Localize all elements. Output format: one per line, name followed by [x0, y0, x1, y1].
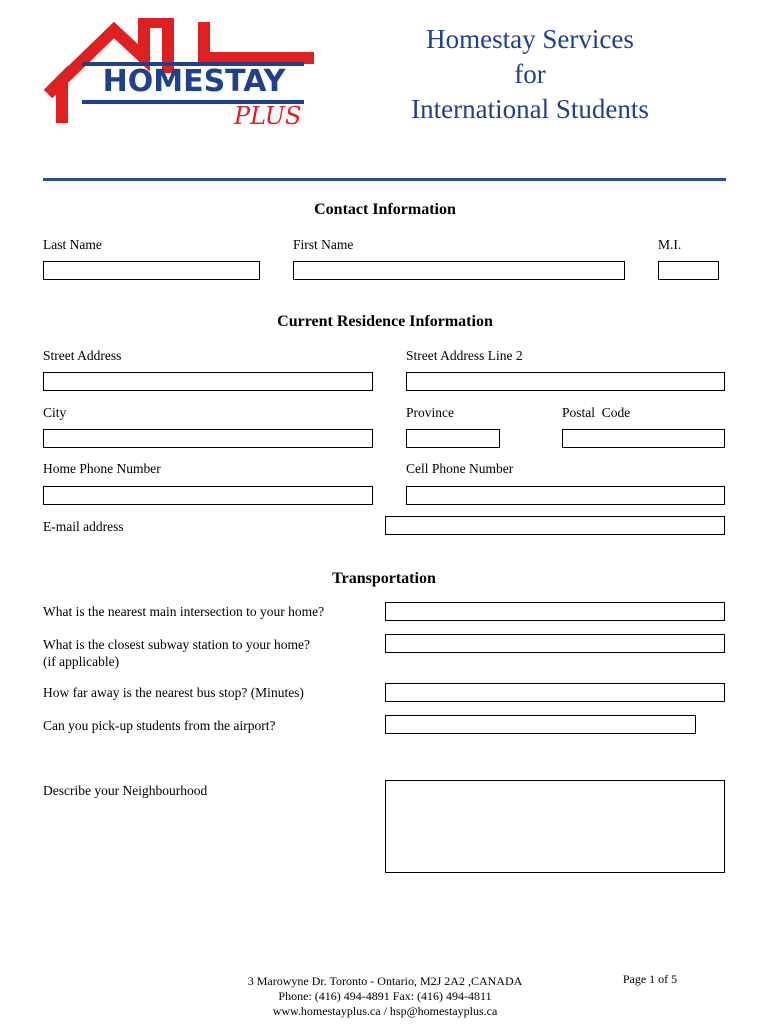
cell-phone-field[interactable]: [406, 486, 725, 505]
page-title: [330, 22, 730, 127]
footer-web: www.homestayplus.ca / hsp@homestayplus.ca: [272, 1004, 498, 1018]
first-name-field[interactable]: [293, 261, 625, 280]
cell-phone-label: Cell Phone Number: [406, 461, 514, 476]
city-label: City: [43, 405, 67, 420]
title-line-3: International Students: [411, 94, 649, 124]
neighbourhood-textarea[interactable]: [385, 780, 725, 873]
street-address-label: Street Address: [43, 348, 122, 363]
footer-address: 3 Marowyne Dr. Toronto - Ontario, M2J 2A2 ,CANADA: [247, 974, 523, 988]
neighbourhood-question: Describe your Neighbourhood: [43, 783, 208, 798]
province-label: Province: [406, 405, 454, 420]
title-line-2: for: [514, 59, 546, 89]
mi-field[interactable]: [658, 261, 719, 280]
bus-stop-question: How far away is the nearest bus stop? (Minutes): [43, 685, 304, 700]
mi-label: M.I.: [658, 237, 682, 252]
home-phone-field[interactable]: [43, 486, 373, 505]
subway-note: (if applicable): [43, 654, 120, 669]
email-field[interactable]: [385, 516, 725, 535]
subway-field[interactable]: [385, 634, 725, 653]
email-label: E-mail address: [43, 519, 124, 534]
logo-main-text: HOMESTAY: [102, 64, 286, 99]
residence-heading: Current Residence Information: [277, 313, 493, 330]
bus-stop-field[interactable]: [385, 683, 725, 702]
transportation-heading: Transportation: [332, 570, 436, 587]
home-phone-label: Home Phone Number: [43, 461, 161, 476]
footer-phone: Phone: (416) 494-4891 Fax: (416) 494-4811: [278, 989, 492, 1003]
airport-field[interactable]: [385, 715, 696, 734]
street-address-field[interactable]: [43, 372, 373, 391]
homestay-plus-logo: [44, 18, 319, 133]
intersection-field[interactable]: [385, 602, 725, 621]
header-divider: [43, 178, 726, 181]
intersection-question: What is the nearest main intersection to your home?: [43, 604, 325, 619]
street-address-2-field[interactable]: [406, 372, 725, 391]
contact-heading: Contact Information: [314, 201, 456, 218]
street-address-2-label: Street Address Line 2: [406, 348, 523, 363]
first-name-label: First Name: [293, 237, 354, 252]
page-number: Page 1 of 5: [622, 972, 678, 986]
footer-address-block: [185, 974, 585, 1019]
postal-code-field[interactable]: [562, 429, 725, 448]
logo-sub-text: PLUS: [234, 102, 302, 130]
subway-question: What is the closest subway station to your home?: [43, 637, 310, 652]
province-field[interactable]: [406, 429, 500, 448]
title-line-1: Homestay Services: [426, 24, 634, 54]
city-field[interactable]: [43, 429, 373, 448]
airport-question: Can you pick-up students from the airport?: [43, 718, 276, 733]
last-name-field[interactable]: [43, 261, 260, 280]
last-name-label: Last Name: [43, 237, 102, 252]
postal-code-label: Postal Code: [562, 405, 631, 420]
